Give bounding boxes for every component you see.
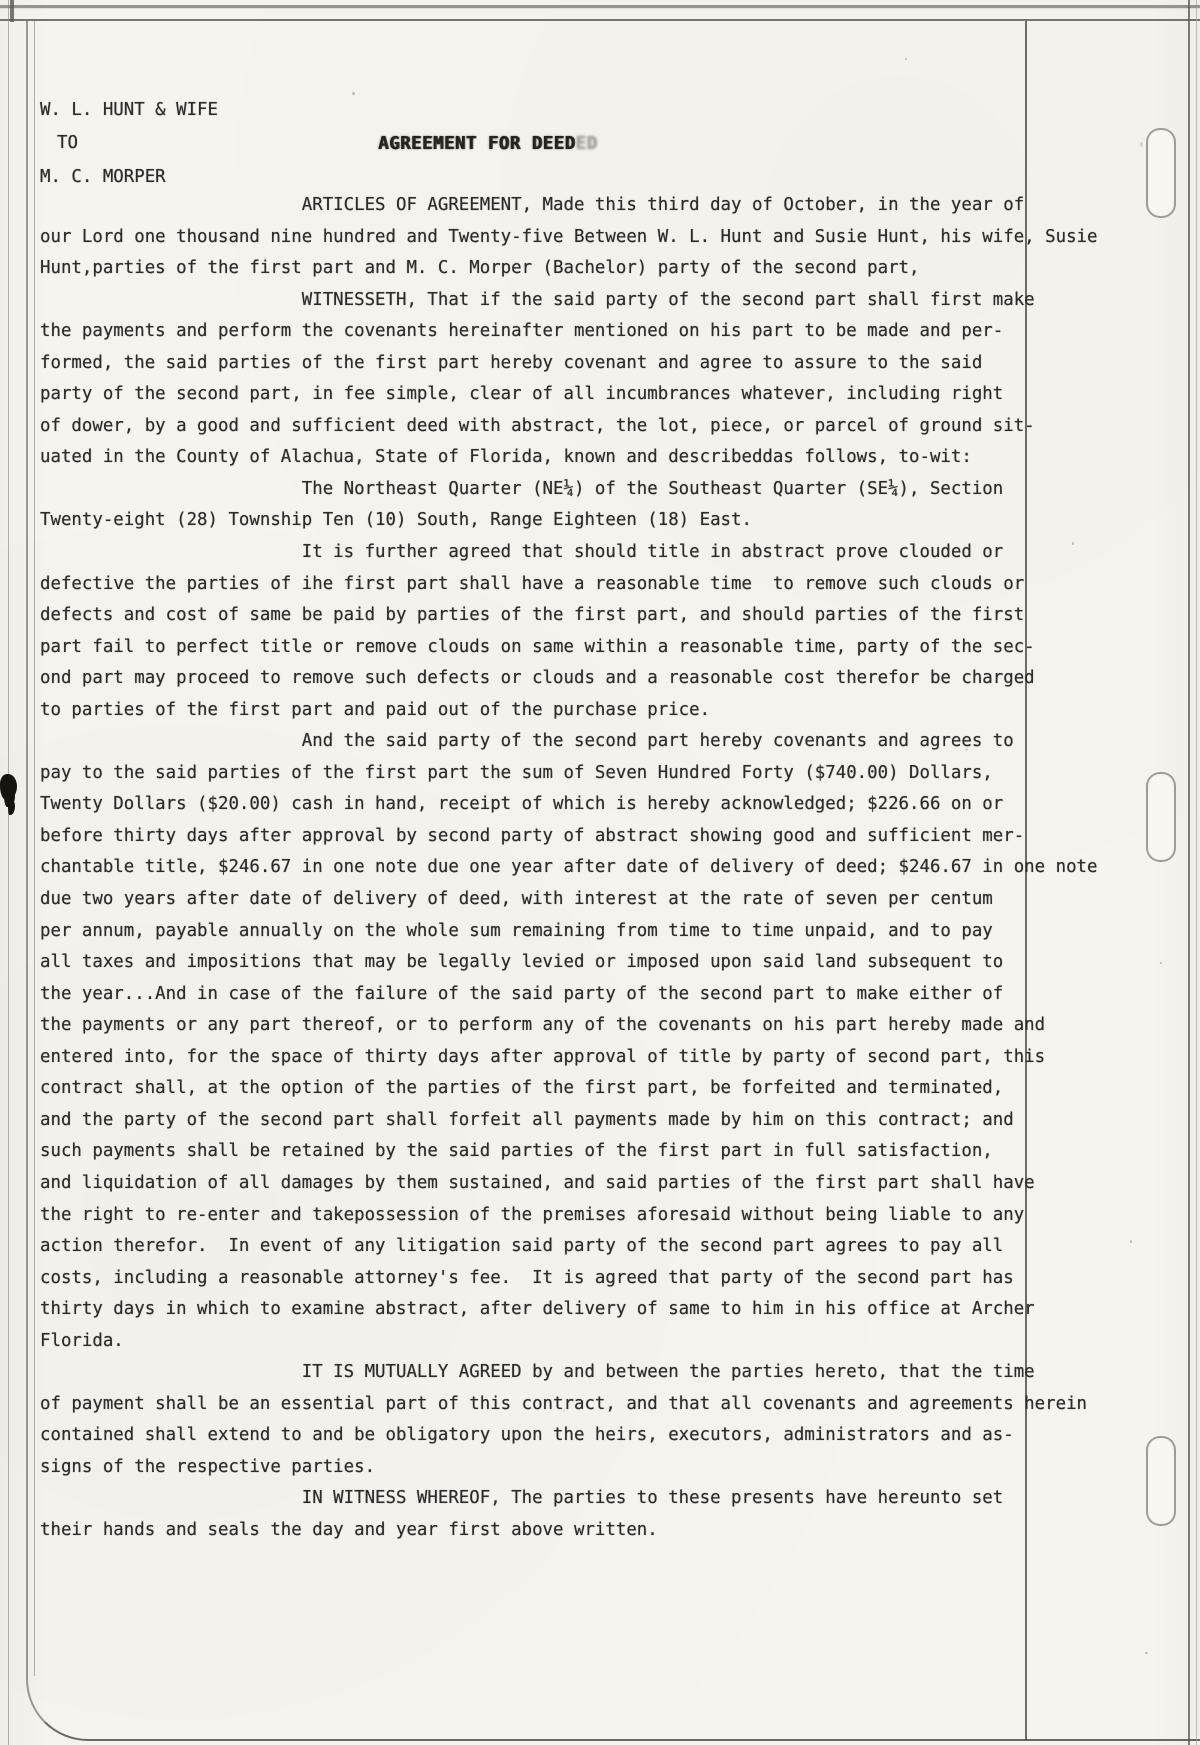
- scan-speck: [905, 58, 907, 60]
- document-line: chantable title, $246.67 in one note due one year after date of delivery of deed; $246.67 in one note: [40, 857, 1098, 878]
- document-line: defects and cost of same be paid by parties of the first part, and should parties of the first: [40, 605, 1025, 626]
- document-line: uated in the County of Alachua, State of Florida, known and describeddas follows, to-wit:: [40, 447, 972, 468]
- document-line: action therefor. In event of any litigation said party of the second part agrees to pay all: [40, 1236, 1004, 1257]
- top-edge-rule: [0, 5, 1200, 8]
- left-scan-edge: [8, 0, 9, 1745]
- document-line: formed, the said parties of the first part hereby covenant and agree to assure to the said: [40, 352, 983, 373]
- document-line: the right to re-enter and takepossession of the premises aforesaid without being liable to any: [40, 1204, 1025, 1225]
- document-line: part fail to perfect title or remove clouds on same within a reasonable time, party of the sec-: [40, 636, 1035, 657]
- ink-blot: [0, 774, 17, 800]
- to-label: TO: [57, 133, 78, 153]
- document-line: the payments or any part thereof, or to perform any of the covenants on his part hereby made and: [40, 1015, 1046, 1036]
- left-edge-mark: [10, 0, 14, 22]
- document-line: party of the second part, in fee simple, clear of all incumbrances whatever, including right: [40, 384, 1004, 405]
- document-line: the year...And in case of the failure of the said party of the second part to make either of: [40, 983, 1004, 1004]
- document-line: and the party of the second part shall forfeit all payments made by him on this contract; and: [40, 1109, 1014, 1130]
- document-body: [40, 190, 1097, 1547]
- document-line: their hands and seals the day and year first above written.: [40, 1519, 658, 1540]
- document-line: our Lord one thousand nine hundred and Twenty-five Between W. L. Hunt and Susie Hunt, his wife, Susie: [40, 226, 1098, 247]
- punch-hole-slot: [1146, 772, 1176, 862]
- right-scan-edge: [1196, 0, 1197, 1745]
- document-line: and liquidation of all damages by them sustained, and said parties of the first part shall have: [40, 1172, 1035, 1193]
- document-line: entered into, for the space of thirty days after approval of title by party of second part, this: [40, 1046, 1046, 1067]
- document-line: Hunt,parties of the first part and M. C. Morper (Bachelor) party of the second part,: [40, 258, 920, 279]
- grantor-name: W. L. HUNT & WIFE: [40, 100, 218, 120]
- document-line: defective the parties of ihe first part shall have a reasonable time to remove such clouds or: [40, 573, 1025, 594]
- document-line: ARTICLES OF AGREEMENT, Made this third day of October, in the year of: [40, 195, 1025, 215]
- document-line: per annum, payable annually on the whole sum remaining from time to time unpaid, and to pay: [40, 920, 993, 941]
- scan-speck: [352, 92, 355, 95]
- document-line: contained shall extend to and be obligatory upon the heirs, executors, administrators and as-: [40, 1425, 1014, 1446]
- document-line: thirty days in which to examine abstract, after delivery of same to him in his office at Archer: [40, 1299, 1035, 1320]
- document-line: Florida.: [40, 1330, 124, 1351]
- document-title: [378, 134, 597, 154]
- document-line: such payments shall be retained by the said parties of the first part in full satisfaction,: [40, 1141, 993, 1162]
- document-line: And the said party of the second part hereby covenants and agrees to: [40, 731, 1014, 752]
- grantee-name: M. C. MORPER: [40, 167, 166, 187]
- document-line: contract shall, at the option of the parties of the first part, be forfeited and terminated,: [40, 1078, 1004, 1099]
- punch-hole-slot: [1146, 1436, 1176, 1526]
- punch-hole-slot: [1146, 128, 1176, 218]
- scan-speck: [1160, 962, 1162, 964]
- document-line: IN WITNESS WHEREOF, The parties to these presents have hereunto set: [40, 1488, 1004, 1509]
- document-line: costs, including a reasonable attorney's fee. It is agreed that party of the second part has: [40, 1267, 1014, 1288]
- scan-speck: [1140, 142, 1143, 147]
- document-line: of dower, by a good and sufficient deed with abstract, the lot, piece, or parcel of ground sit-: [40, 415, 1035, 436]
- document-line: pay to the said parties of the first part the sum of Seven Hundred Forty ($740.00) Dollars,: [40, 762, 993, 783]
- document-line: due two years after date of delivery of deed, with interest at the rate of seven per centum: [40, 889, 993, 910]
- document-line: Twenty-eight (28) Township Ten (10) South, Range Eighteen (18) East.: [40, 510, 752, 531]
- document-line: IT IS MUTUALLY AGREED by and between the parties hereto, that the time: [40, 1362, 1035, 1383]
- scan-speck: [1145, 1652, 1148, 1654]
- document-line: It is further agreed that should title in abstract prove clouded or: [40, 542, 1004, 563]
- document-line: of payment shall be an essential part of this contract, and that all covenants and agreements herein: [40, 1393, 1088, 1414]
- scan-speck: [1130, 1240, 1132, 1243]
- document-title-text: AGREEMENT FOR DEED: [378, 134, 576, 154]
- left-margin-rule: [34, 21, 35, 1676]
- title-smudge: ED: [575, 134, 598, 154]
- document-line: WITNESSETH, That if the said party of the second part shall first make: [40, 289, 1035, 310]
- document-line: to parties of the first part and paid out of the purchase price.: [40, 699, 711, 720]
- document-line: before thirty days after approval by second party of abstract showing good and sufficient mer-: [40, 825, 1025, 846]
- document-line: signs of the respective parties.: [40, 1456, 376, 1477]
- document-line: Twenty Dollars ($20.00) cash in hand, receipt of which is hereby acknowledged; $226.66 on or: [40, 794, 1004, 815]
- document-line: all taxes and impositions that may be legally levied or imposed upon said land subsequent to: [40, 952, 1004, 973]
- document-line: the payments and perform the covenants hereinafter mentioned on his part to be made and per-: [40, 321, 1004, 342]
- right-page-edge: [1188, 0, 1190, 1745]
- document-line: The Northeast Quarter (NE¼) of the Southeast Quarter (SE¼), Section: [40, 478, 1004, 499]
- document-line: ond part may proceed to remove such defects or clouds and a reasonable cost therefor be charged: [40, 668, 1035, 689]
